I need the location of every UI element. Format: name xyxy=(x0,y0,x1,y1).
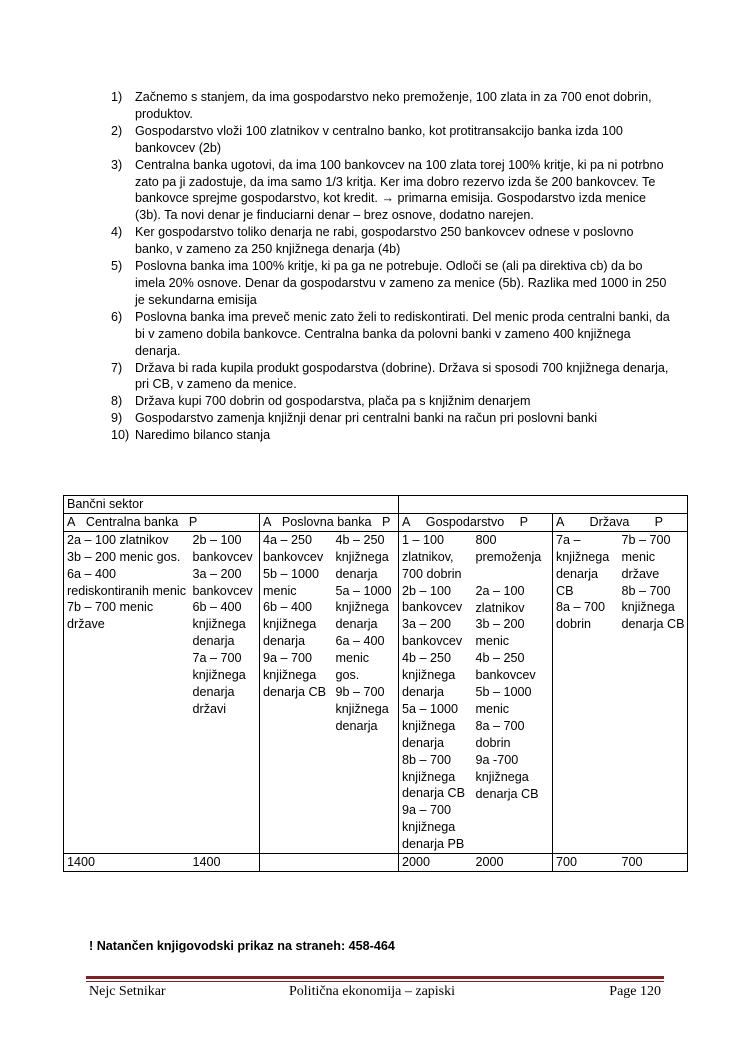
entry: 2b – 100 bankovcev xyxy=(402,583,463,615)
entry: 7b – 700 menic države xyxy=(67,600,154,632)
list-item-number: 6) xyxy=(111,309,123,324)
entry: 8a – 700 dobrin xyxy=(556,600,606,632)
entry: 8b – 700 knjižnega denarja CB xyxy=(402,752,466,801)
list-item xyxy=(111,360,671,394)
header-p: P xyxy=(188,514,198,529)
header-title: Država xyxy=(589,514,630,529)
entry: 5a – 1000 knjižnega denarja xyxy=(402,701,459,750)
total-pb xyxy=(260,854,399,872)
list-item xyxy=(111,309,671,360)
list-item-text: Gospodarstvo vloži 100 zlatnikov v centralno banko, kot protitransakcijo banka izda 100 bankovcev (2b) xyxy=(135,123,623,155)
header-poslovna-banka xyxy=(260,513,399,531)
list-item-text: Država kupi 700 dobrin od gospodarstva, plača pa s knjižnim denarjem xyxy=(135,394,531,409)
list-item xyxy=(111,427,671,444)
footer-author: Nejc Setnikar xyxy=(89,984,166,999)
total-drzava-assets: 700 xyxy=(553,854,619,872)
list-item-number: 7) xyxy=(111,360,123,375)
total-gosp-assets: 2000 xyxy=(399,854,473,872)
sector-empty xyxy=(399,496,688,514)
entry: 9a – 700 knjižnega denarja PB xyxy=(402,803,465,852)
list-item xyxy=(111,89,671,123)
entry-spacer xyxy=(476,566,551,583)
list-item-text: Gospodarstvo zamenja knjižnji denar pri centralni banki na račun pri poslovni banki xyxy=(135,411,598,426)
entries-row xyxy=(64,531,688,853)
header-a: A xyxy=(402,514,411,529)
header-a: A xyxy=(556,514,565,529)
list-item-number: 10) xyxy=(111,428,130,443)
list-item-text: Začnemo s stanjem, da ima gospodarstvo neko premoženje, 100 zlata in za 700 enot dobrin, produktov. xyxy=(135,90,652,121)
list-item-number: 2) xyxy=(111,123,123,138)
total-drzava-liabilities: 700 xyxy=(619,854,688,872)
header-a: A xyxy=(67,514,76,529)
entry: 3a – 200 bankovcev xyxy=(402,617,463,649)
sector-label: Bančni sektor xyxy=(64,496,399,514)
entry: 6b – 400 knjižnega denarja xyxy=(192,600,246,649)
entry: 4a – 250 bankovcev xyxy=(263,532,324,564)
cell-cb-assets xyxy=(64,531,190,853)
list-item xyxy=(111,157,671,225)
list-item-text: Poslovna banka ima preveč menic zato želi to rediskontirati. Del menic proda centralni banki, da bi v zameno dobila bankovce. Centralna banka da polovni banki v zameno 400 knjižnega denarja. xyxy=(135,309,670,358)
footer-rule-thick xyxy=(86,976,664,979)
total-gosp-liabilities: 2000 xyxy=(473,854,553,872)
entry: 9a – 700 knjižnega denarja CB xyxy=(263,651,327,699)
entry: 6a – 400 menic gos. xyxy=(335,634,385,683)
list-item-number: 4) xyxy=(111,225,123,240)
list-item-text: Centralna banka ugotovi, da ima 100 bankovcev na 100 zlata torej 100% kritje, ki pa ni potrbno zato pa ji zadostuje, da ima samo 1/3 kritja. Ker ima dobro rezervo izda še 200 bankovcev. Te bankovce sprejme gospodarstvo, kot kredit. → primarna emisija. Gospodarstvo izda menice (3b). Ta novi denar je finduciarni denar – brez osnove, dodatno narejen. xyxy=(135,157,664,223)
header-a: A xyxy=(263,514,272,529)
reference-note: ! Natančen knjigovodski prikaz na straneh: 458-464 xyxy=(89,939,395,953)
numbered-list xyxy=(111,89,671,444)
cell-pb-liabilities xyxy=(333,531,399,853)
footer-title: Politična ekonomija – zapiski xyxy=(289,984,456,999)
entry: 8a – 700 dobrin xyxy=(475,718,525,750)
list-item-number: 1) xyxy=(111,90,123,104)
header-p: P xyxy=(654,514,663,529)
entry: 2b – 100 bankovcev xyxy=(192,532,253,564)
entry: 8b – 700 knjižnega denarja CB xyxy=(621,583,685,632)
list-item xyxy=(111,258,671,309)
header-p: P xyxy=(382,514,391,529)
list-item xyxy=(111,123,671,157)
cell-drzava-liabilities xyxy=(619,531,688,853)
footer-rule-thin xyxy=(86,981,664,982)
list-item-number: 8) xyxy=(111,394,123,409)
sector-row xyxy=(64,496,688,514)
header-p: P xyxy=(519,514,528,529)
header-title: Centralna banka xyxy=(85,514,179,529)
entry: 7b – 700 menic države xyxy=(621,532,671,581)
header-title: Poslovna banka xyxy=(281,514,372,529)
entry: 5a – 1000 knjižnega denarja xyxy=(335,583,392,632)
list-item-number: 5) xyxy=(111,259,123,274)
entry: 7a – 700 knjižnega denarja državi xyxy=(192,651,246,716)
entry: 2a – 100 zlatnikov xyxy=(67,532,169,547)
entry: 4b – 250 knjižnega denarja xyxy=(402,651,456,699)
cell-gosp-liabilities xyxy=(473,531,553,853)
header-drzava xyxy=(553,513,688,531)
list-item-text: Poslovna banka ima 100% kritje, ki pa ga ne potrebuje. Odloči se (ali pa direktiva cb) da bo imela 20% osnove. Denar da gospodarstvu v zameno za menice (5b). Razlika med 1000 in 250 je sekundarna emisija xyxy=(135,259,667,307)
entry: 2a – 100 zlatnikov xyxy=(475,583,525,615)
list-item-text: Ker gospodarstvo toliko denarja ne rabi, gospodarstvo 250 bankovcev odnese v poslovno banko, v zameno za 250 knjižnega denarja (4b) xyxy=(135,225,634,257)
header-gospodarstvo xyxy=(399,513,553,531)
entry: 6a – 400 rediskontiranih menic xyxy=(67,566,186,598)
cell-pb-assets xyxy=(260,531,333,853)
list-item xyxy=(111,224,671,258)
ledger-table xyxy=(63,495,688,872)
footer-page-number: Page 120 xyxy=(609,984,661,999)
entry: 4b – 250 bankovcev xyxy=(475,651,536,683)
cell-drzava-assets xyxy=(553,531,619,853)
list-item xyxy=(111,410,671,427)
entry: 5b – 1000 menic xyxy=(475,685,532,716)
list-item-text: Država bi rada kupila produkt gospodarstva (dobrine). Država si sposodi 700 knjižnega denarja, pri CB, v zameno da menice. xyxy=(135,360,669,392)
header-title: Gospodarstvo xyxy=(425,514,505,529)
entry: 7a – knjižnega denarja CB xyxy=(556,532,610,598)
entry: 3b – 200 menic gos. xyxy=(67,549,181,564)
entry: 3a – 200 bankovcev xyxy=(192,566,253,598)
total-cb-liabilities: 1400 xyxy=(190,854,260,872)
cell-cb-liabilities xyxy=(190,531,260,853)
list-item-number: 9) xyxy=(111,411,123,426)
entry: 800 premoženja xyxy=(475,532,542,564)
total-cb-assets: 1400 xyxy=(64,854,190,872)
header-row xyxy=(64,513,688,531)
entry: 6b – 400 knjižnega denarja xyxy=(263,600,317,649)
list-item-number: 3) xyxy=(111,157,123,172)
entry: 5b – 1000 menic xyxy=(263,566,320,598)
header-centralna-banka xyxy=(64,513,260,531)
entry: 1 – 100 zlatnikov, 700 dobrin xyxy=(402,532,462,581)
list-item-text: Naredimo bilanco stanja xyxy=(135,428,271,443)
cell-gosp-assets xyxy=(399,531,473,853)
list-item xyxy=(111,393,671,410)
entry: 9a -700 knjižnega denarja CB xyxy=(475,752,539,801)
entry: 4b – 250 knjižnega denarja xyxy=(335,532,389,581)
entry: 9b – 700 knjižnega denarja xyxy=(335,684,389,733)
totals-row xyxy=(64,854,688,872)
entry: 3b – 200 menic xyxy=(475,617,525,649)
